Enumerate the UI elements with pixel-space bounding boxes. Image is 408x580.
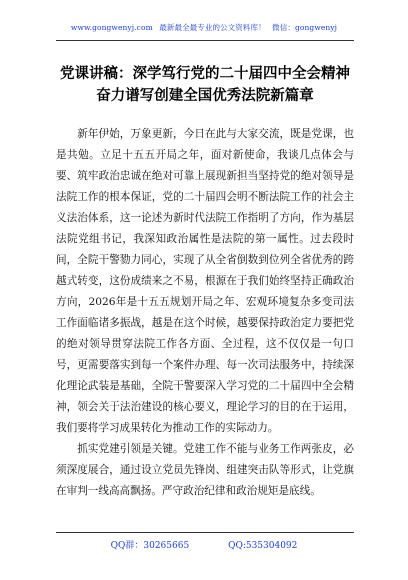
footer-qq: QQ:535304092 <box>228 541 298 551</box>
footer-qq-group: QQ群：30265665 <box>110 541 190 551</box>
header-wechat: 微信：gongwenyj <box>272 23 338 32</box>
body-paragraph: 抓实党建引领是关键。党建工作不能与业务工作两张皮，必须深度展合，通过设立党员先锋岗、组建突击队等形式，让党旗在审判一线高高飘扬。严守政治纪律和政治规矩是底线。 <box>56 443 354 497</box>
header-website[interactable]: www.gongwenyj.com <box>70 23 153 32</box>
body-paragraph: 新年伊始，万象更新，今日在此与大家交流，既是党课，也是共勉。立足十五五开局之年，面对新使命，我谈几点体会与要、筑牢政治忠诚在绝对可靠上展现新担当坚持党的绝对领导是法院工作的根本保证，党的二十届四会明不断法院工作的社会主义法治体系，这一论述为新时代法院工作指明了方向，作为基层法院党组书记，我深知政治属性是法院的第一属性。过去段时间，全院干警勠力同心，实现了从全省倒数到位列全省优秀的跨越式转变，这份成绩来之不易，根源在于我们始终坚持正确政治方向，2026年是十五五规划开局之年、宏观环境复杂多变司法工作面临诸多振战，越是在这个时候，越要保持政治定力要把党的绝对领导贯穿法院工作各方面、全过程，这不仅仅是一句口号，更需要落实到每一个案件办理、每一次司法服务中，持续深化理论武装是基础，全院干警要深入学习党的二十届四中全会精神，领会关于法治建设的核心要义，理论学习的目的在于运用，我们要将学习成果转化为推动工作的实际动力。 <box>56 128 354 434</box>
footer-bar <box>0 538 408 551</box>
footer-divider <box>56 532 354 533</box>
document-title: 党课讲稿：深学笃行党的二十届四中全会精神奋力谱写创建全国优秀法院新篇章 <box>60 65 350 104</box>
header-bar <box>0 22 408 33</box>
document-body <box>56 124 354 502</box>
header-divider <box>56 40 354 41</box>
header-slogan: 最新最全最专业的公文资料库！ <box>159 23 266 32</box>
